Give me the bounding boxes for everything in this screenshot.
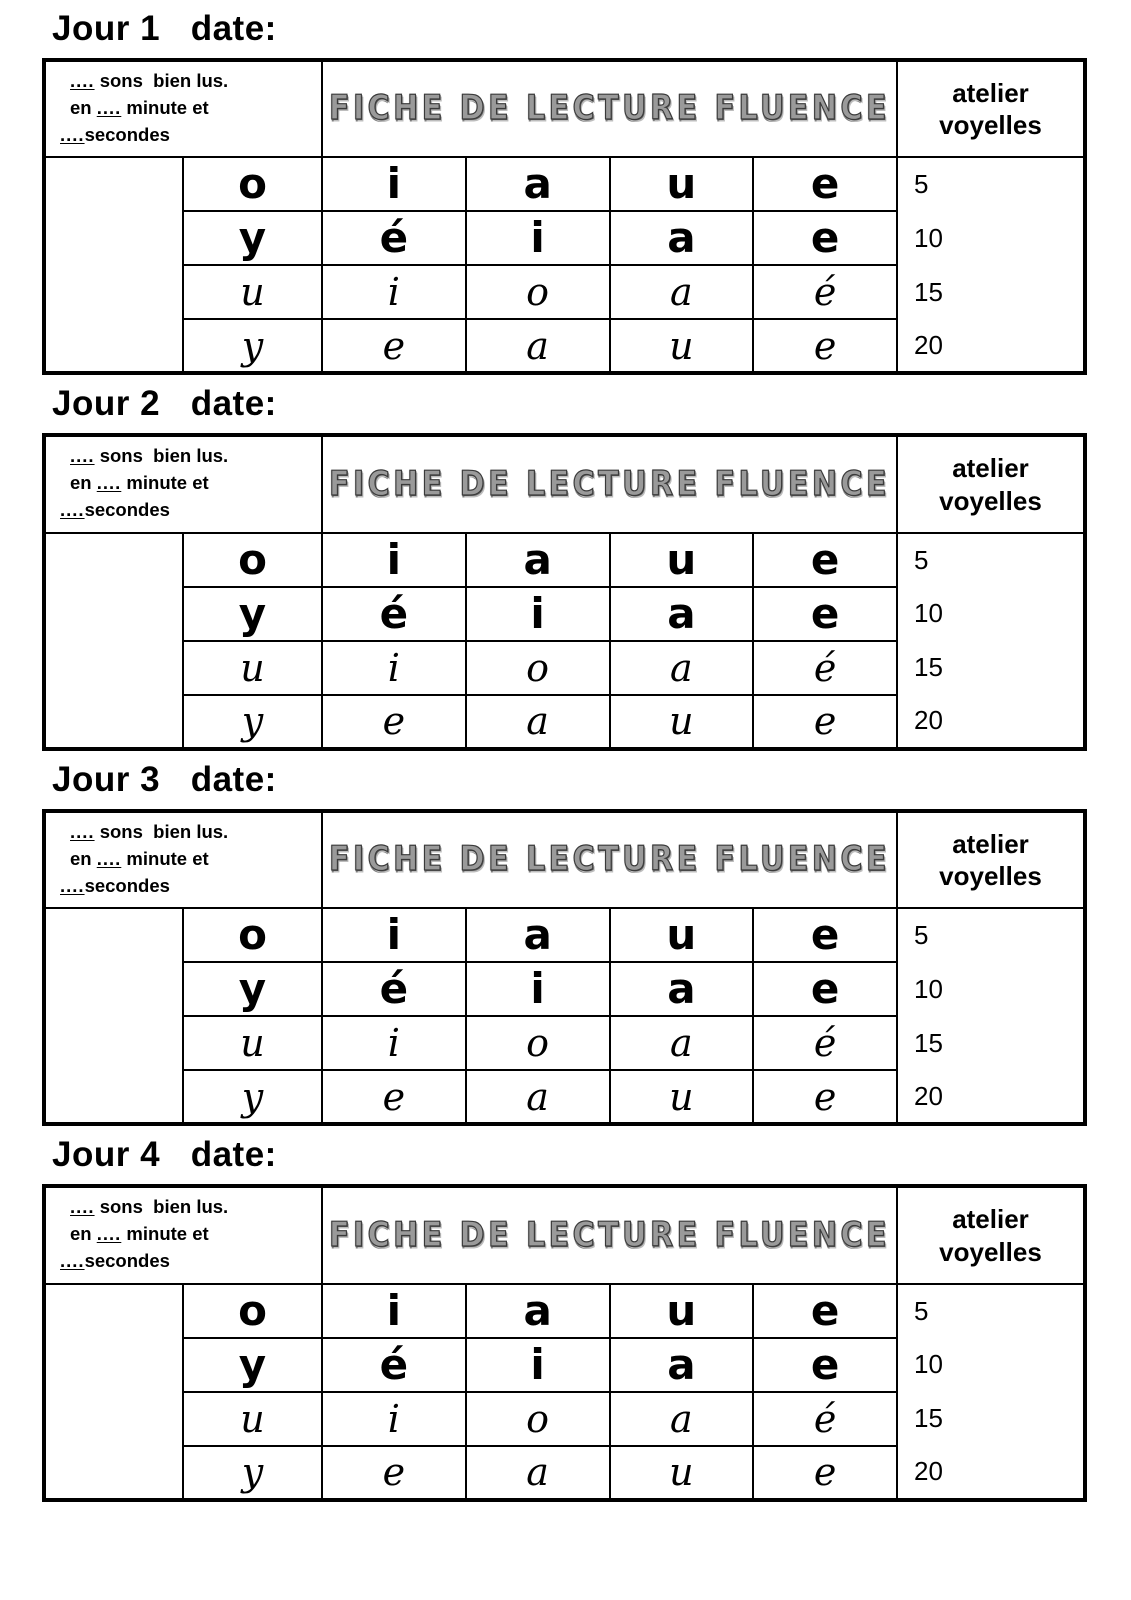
secondes-label: secondes (84, 874, 170, 896)
sons-bien-lus-label: sons bien lus. (94, 1196, 229, 1218)
cursive-letter: e (813, 1450, 837, 1495)
letter-cell[interactable] (183, 587, 322, 641)
printed-letter: e (810, 910, 840, 960)
cursive-letter: i (387, 1021, 400, 1066)
atelier-label-line2: voyelles (939, 1236, 1042, 1267)
cursive-letter: u (240, 1021, 265, 1066)
letter-cell[interactable] (466, 211, 610, 265)
letter-cell[interactable] (753, 695, 897, 749)
letter-row (44, 695, 1085, 749)
score-marker: 10 (897, 1338, 1085, 1392)
secondes-label: secondes (84, 123, 170, 145)
printed-letter: i (386, 159, 402, 209)
letter-cell[interactable] (610, 962, 754, 1016)
letter-cell[interactable] (183, 1016, 322, 1070)
cursive-letter: u (669, 1074, 694, 1119)
printed-letter: i (530, 588, 545, 638)
fluence-sheet (42, 58, 1087, 375)
score-marker: 20 (897, 1070, 1085, 1124)
letter-cell[interactable] (466, 908, 610, 962)
cursive-letter: y (241, 699, 264, 744)
printed-letter: u (666, 1285, 697, 1335)
printed-letter: u (666, 534, 697, 584)
letter-cell[interactable] (183, 1446, 322, 1500)
printed-letter: i (530, 964, 545, 1014)
printed-letter: i (530, 213, 545, 263)
cursive-letter: i (387, 270, 400, 315)
atelier-label-line2: voyelles (939, 861, 1042, 892)
cursive-letter: a (670, 1396, 693, 1441)
letter-cell[interactable] (183, 962, 322, 1016)
letter-row (44, 1338, 1085, 1392)
letter-cell[interactable] (610, 211, 754, 265)
letter-cell[interactable] (753, 587, 897, 641)
printed-letter: a (523, 1285, 552, 1335)
letter-cell[interactable] (183, 695, 322, 749)
minute-line (56, 846, 317, 873)
letter-cell[interactable] (466, 1446, 610, 1500)
letter-cell[interactable] (322, 908, 466, 962)
cursive-letter: é (813, 270, 837, 315)
cursive-letter: i (387, 645, 400, 690)
printed-letter: a (667, 213, 696, 263)
letter-cell[interactable] (753, 908, 897, 962)
secondes-count-blank[interactable]: .... (60, 499, 85, 521)
cursive-letter: y (241, 1450, 264, 1495)
letter-cell[interactable] (322, 962, 466, 1016)
sheet-header-row (44, 60, 1085, 157)
letter-cell[interactable] (753, 1070, 897, 1124)
letter-cell[interactable] (183, 1070, 322, 1124)
fluence-sheet (42, 809, 1087, 1126)
letter-cell[interactable] (610, 1070, 754, 1124)
letter-cell[interactable] (466, 319, 610, 373)
letter-cell[interactable] (610, 319, 754, 373)
letter-cell[interactable] (753, 641, 897, 695)
sons-bien-lus-line (56, 68, 317, 95)
letter-cell[interactable] (610, 587, 754, 641)
secondes-line (56, 1248, 317, 1275)
printed-letter: y (238, 1339, 267, 1389)
letter-cell[interactable] (753, 1338, 897, 1392)
letter-cell[interactable] (183, 1284, 322, 1338)
cursive-letter: a (526, 1450, 549, 1495)
atelier-label-line1: atelier (952, 77, 1029, 108)
letter-row (44, 211, 1085, 265)
cursive-letter: o (526, 270, 550, 315)
day-title: Jour 2 date: (52, 384, 277, 424)
letter-cell[interactable] (322, 641, 466, 695)
minute-count-blank[interactable]: .... (96, 472, 122, 494)
letter-cell[interactable] (322, 1016, 466, 1070)
atelier-label-line1: atelier (952, 453, 1029, 484)
letter-cell[interactable] (322, 1392, 466, 1446)
printed-letter: a (667, 964, 696, 1014)
fiche-title-cell (322, 60, 897, 157)
letter-cell[interactable] (183, 641, 322, 695)
letter-row (44, 1070, 1085, 1124)
sheet-header-row (44, 811, 1085, 908)
letter-cell[interactable] (183, 533, 322, 587)
letter-cell[interactable] (322, 211, 466, 265)
score-marker: 15 (897, 265, 1085, 319)
score-marker: 10 (897, 587, 1085, 641)
atelier-cell (897, 435, 1085, 532)
fiche-de-lecture-fluence-title: FICHE DE LECTURE FLUENCE (328, 1215, 891, 1255)
sons-bien-lus-label: sons bien lus. (94, 70, 229, 91)
letter-cell[interactable] (183, 1392, 322, 1446)
letter-row (44, 157, 1085, 211)
letter-cell[interactable] (466, 1338, 610, 1392)
printed-letter: e (810, 588, 840, 638)
letter-cell[interactable] (466, 1070, 610, 1124)
score-marker: 5 (897, 157, 1085, 211)
letter-cell[interactable] (753, 265, 897, 319)
printed-letter: e (810, 964, 840, 1014)
letter-cell[interactable] (322, 319, 466, 373)
cursive-letter: e (813, 1074, 837, 1119)
cursive-letter: u (240, 270, 265, 315)
score-marker: 20 (897, 695, 1085, 749)
cursive-letter: u (669, 1450, 694, 1495)
cursive-letter: o (526, 1396, 550, 1441)
day-block (0, 751, 1131, 1126)
letter-cell[interactable] (466, 695, 610, 749)
en-label: en (70, 1223, 97, 1245)
en-label: en (70, 847, 97, 869)
atelier-cell (897, 811, 1085, 908)
printed-letter: é (379, 588, 409, 638)
letter-cell[interactable] (466, 157, 610, 211)
letter-cell[interactable] (466, 533, 610, 587)
day-block (0, 375, 1131, 750)
cursive-letter: e (382, 1074, 406, 1119)
letter-cell[interactable] (322, 1446, 466, 1500)
sons-count-blank[interactable]: .... (70, 70, 95, 91)
printed-letter: o (238, 910, 267, 960)
notes-column[interactable] (44, 1284, 183, 1500)
printed-letter: e (810, 1339, 840, 1389)
cursive-letter: o (526, 645, 550, 690)
letter-cell[interactable] (610, 1016, 754, 1070)
letter-cell[interactable] (753, 1446, 897, 1500)
secondes-line (56, 122, 317, 149)
score-marker: 20 (897, 319, 1085, 373)
printed-letter: o (238, 159, 267, 209)
letter-row (44, 1392, 1085, 1446)
atelier-cell (897, 60, 1085, 157)
letter-cell[interactable] (466, 1392, 610, 1446)
sheet-header-row (44, 1186, 1085, 1283)
cursive-letter: a (526, 323, 549, 368)
letter-cell[interactable] (610, 157, 754, 211)
cursive-letter: e (813, 323, 837, 368)
secondes-count-blank[interactable]: .... (60, 874, 85, 896)
score-marker: 15 (897, 1016, 1085, 1070)
secondes-count-blank[interactable]: .... (60, 123, 85, 145)
printed-letter: a (523, 159, 552, 209)
score-marker: 20 (897, 1446, 1085, 1500)
fiche-de-lecture-fluence-title: FICHE DE LECTURE FLUENCE (328, 464, 891, 504)
letter-cell[interactable] (183, 211, 322, 265)
minute-label: minute et (121, 472, 209, 494)
letter-cell[interactable] (183, 265, 322, 319)
score-marker: 5 (897, 908, 1085, 962)
secondes-label: secondes (84, 1249, 170, 1271)
letter-cell[interactable] (183, 157, 322, 211)
printed-letter: o (238, 534, 267, 584)
cursive-letter: u (669, 323, 694, 368)
letter-cell[interactable] (322, 157, 466, 211)
letter-cell[interactable] (753, 962, 897, 1016)
score-summary-cell[interactable] (44, 435, 322, 532)
letter-row (44, 587, 1085, 641)
printed-letter: é (379, 213, 409, 263)
sons-count-blank[interactable]: .... (70, 1196, 95, 1218)
en-label: en (70, 96, 97, 118)
printed-letter: a (523, 910, 552, 960)
letter-cell[interactable] (610, 1284, 754, 1338)
letter-row (44, 1284, 1085, 1338)
notes-column[interactable] (44, 908, 183, 1124)
day-title: Jour 3 date: (52, 759, 277, 799)
letter-cell[interactable] (610, 908, 754, 962)
minute-count-blank[interactable]: .... (96, 1223, 122, 1245)
letter-cell[interactable] (322, 1284, 466, 1338)
printed-letter: é (379, 964, 409, 1014)
minute-count-blank[interactable]: .... (96, 96, 122, 118)
score-marker: 5 (897, 1284, 1085, 1338)
printed-letter: e (810, 534, 840, 584)
sons-count-blank[interactable]: .... (70, 445, 95, 467)
cursive-letter: u (240, 645, 265, 690)
printed-letter: i (530, 1339, 545, 1389)
day-title: Jour 1 date: (52, 9, 277, 48)
cursive-letter: u (669, 699, 694, 744)
score-marker: 5 (897, 533, 1085, 587)
score-summary-cell[interactable] (44, 1186, 322, 1283)
fiche-title-cell (322, 811, 897, 908)
sons-bien-lus-label: sons bien lus. (94, 820, 229, 842)
score-marker: 10 (897, 962, 1085, 1016)
atelier-label-line2: voyelles (939, 485, 1042, 516)
minute-label: minute et (121, 96, 209, 118)
cursive-letter: e (382, 1450, 406, 1495)
letter-cell[interactable] (610, 265, 754, 319)
secondes-label: secondes (84, 499, 170, 521)
printed-letter: e (810, 213, 840, 263)
notes-column[interactable] (44, 533, 183, 749)
letter-cell[interactable] (753, 1392, 897, 1446)
letter-cell[interactable] (753, 211, 897, 265)
printed-letter: u (666, 159, 697, 209)
letter-row (44, 319, 1085, 373)
printed-letter: y (238, 213, 267, 263)
cursive-letter: i (387, 1396, 400, 1441)
cursive-letter: y (241, 1074, 264, 1119)
atelier-label-line1: atelier (952, 828, 1029, 859)
letter-cell[interactable] (183, 319, 322, 373)
letter-cell[interactable] (610, 641, 754, 695)
fiche-de-lecture-fluence-title: FICHE DE LECTURE FLUENCE (328, 89, 891, 129)
cursive-letter: é (813, 1396, 837, 1441)
cursive-letter: a (526, 699, 549, 744)
fiche-title-cell (322, 435, 897, 532)
cursive-letter: a (670, 1021, 693, 1066)
score-summary-cell[interactable] (44, 60, 322, 157)
letter-cell[interactable] (466, 1284, 610, 1338)
printed-letter: a (523, 534, 552, 584)
atelier-label-group (898, 1203, 1083, 1268)
day-block (0, 1126, 1131, 1501)
fiche-de-lecture-fluence-title: FICHE DE LECTURE FLUENCE (328, 839, 891, 880)
fiche-title-cell (322, 1186, 897, 1283)
atelier-label-group (898, 828, 1083, 893)
printed-letter: i (386, 1285, 402, 1335)
atelier-label-line1: atelier (952, 1204, 1029, 1235)
letter-row (44, 962, 1085, 1016)
letter-cell[interactable] (466, 962, 610, 1016)
letter-cell[interactable] (610, 1338, 754, 1392)
letter-cell[interactable] (753, 1284, 897, 1338)
letter-cell[interactable] (466, 587, 610, 641)
letter-cell[interactable] (183, 908, 322, 962)
minute-label: minute et (121, 847, 209, 869)
letter-cell[interactable] (322, 1070, 466, 1124)
printed-letter: o (238, 1285, 267, 1335)
cursive-letter: u (240, 1396, 265, 1441)
cursive-letter: é (813, 1021, 837, 1066)
sheet-header-row (44, 435, 1085, 532)
en-label: en (70, 472, 97, 494)
secondes-count-blank[interactable]: .... (60, 1249, 85, 1271)
cursive-letter: e (382, 323, 406, 368)
sons-bien-lus-line (56, 819, 317, 846)
score-summary-cell[interactable] (44, 811, 322, 908)
atelier-label-line2: voyelles (939, 110, 1042, 141)
secondes-line (56, 873, 317, 900)
letter-cell[interactable] (466, 641, 610, 695)
letter-cell[interactable] (753, 319, 897, 373)
letter-row (44, 1446, 1085, 1500)
cursive-letter: a (670, 270, 693, 315)
letter-cell[interactable] (322, 587, 466, 641)
atelier-label-group (898, 452, 1083, 517)
score-marker: 15 (897, 641, 1085, 695)
printed-letter: y (238, 588, 267, 638)
letter-cell[interactable] (322, 265, 466, 319)
minute-line (56, 1221, 317, 1248)
letter-row (44, 1016, 1085, 1070)
secondes-line (56, 497, 317, 524)
printed-letter: u (666, 910, 697, 960)
letter-cell[interactable] (753, 1016, 897, 1070)
sons-bien-lus-line (56, 1194, 317, 1221)
letter-row (44, 265, 1085, 319)
letter-cell[interactable] (610, 1446, 754, 1500)
cursive-letter: o (526, 1021, 550, 1066)
cursive-letter: é (813, 645, 837, 690)
letter-cell[interactable] (183, 1338, 322, 1392)
day-block (0, 0, 1131, 375)
printed-letter: a (667, 588, 696, 638)
cursive-letter: a (526, 1074, 549, 1119)
score-marker: 10 (897, 211, 1085, 265)
cursive-letter: y (241, 323, 264, 368)
letter-cell[interactable] (753, 157, 897, 211)
printed-letter: a (667, 1339, 696, 1389)
printed-letter: y (238, 964, 267, 1014)
minute-line (56, 95, 317, 122)
score-marker: 15 (897, 1392, 1085, 1446)
fluence-sheet (42, 433, 1087, 750)
printed-letter: i (386, 910, 402, 960)
letter-cell[interactable] (753, 533, 897, 587)
fluence-sheet (42, 1184, 1087, 1501)
printed-letter: e (810, 1285, 840, 1335)
letter-cell[interactable] (610, 533, 754, 587)
cursive-letter: a (670, 645, 693, 690)
atelier-cell (897, 1186, 1085, 1283)
printed-letter: e (810, 159, 840, 209)
letter-cell[interactable] (322, 695, 466, 749)
printed-letter: i (386, 534, 402, 584)
letter-row (44, 533, 1085, 587)
letter-cell[interactable] (466, 265, 610, 319)
letter-cell[interactable] (322, 1338, 466, 1392)
minute-label: minute et (121, 1223, 209, 1245)
letter-cell[interactable] (322, 533, 466, 587)
atelier-label-group (898, 77, 1083, 142)
cursive-letter: e (382, 699, 406, 744)
letter-row (44, 641, 1085, 695)
cursive-letter: e (813, 699, 837, 744)
sons-bien-lus-line (56, 443, 317, 470)
minute-count-blank[interactable]: .... (96, 847, 122, 869)
letter-cell[interactable] (466, 1016, 610, 1070)
sons-bien-lus-label: sons bien lus. (94, 445, 229, 467)
minute-line (56, 470, 317, 497)
letter-cell[interactable] (610, 1392, 754, 1446)
letter-row (44, 908, 1085, 962)
printed-letter: é (379, 1339, 409, 1389)
notes-column[interactable] (44, 157, 183, 373)
letter-cell[interactable] (610, 695, 754, 749)
sons-count-blank[interactable]: .... (70, 820, 95, 842)
day-title: Jour 4 date: (52, 1135, 277, 1175)
